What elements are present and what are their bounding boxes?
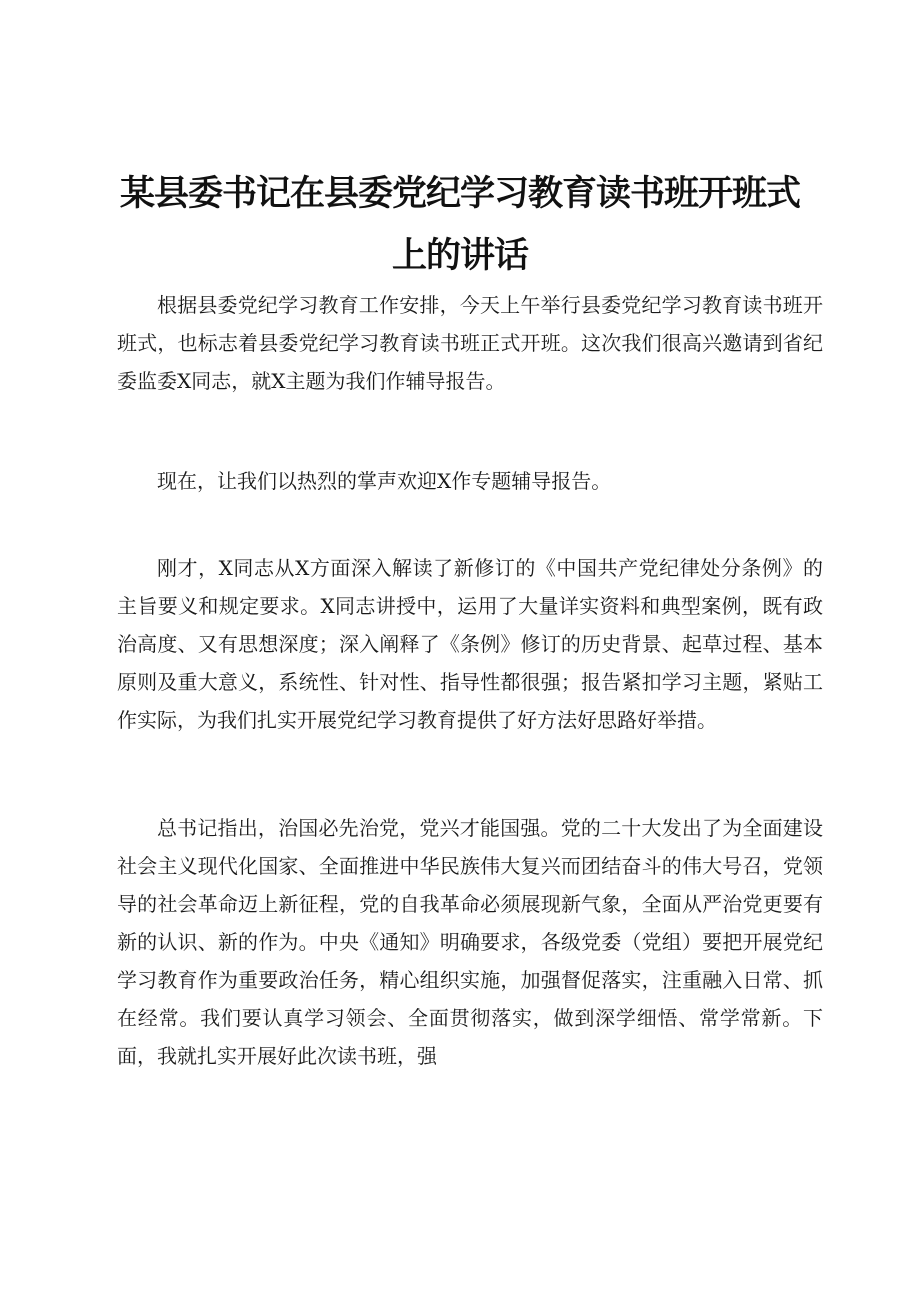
paragraph-opening: 根据县委党纪学习教育工作安排，今天上午举行县委党纪学习教育读书班开班式，也标志着县委党纪学习教育读书班正式开班。这次我们很高兴邀请到省纪委监委X同志，就X主题为我们作辅导报告。	[117, 293, 823, 393]
document-title-line-1: 某县委书记在县委党纪学习教育读书班开班式	[119, 174, 800, 214]
paragraph-summary: 刚才，X同志从X方面深入解读了新修订的《中国共产党纪律处分条例》的主旨要义和规定要求。X同志讲授中，运用了大量详实资料和典型案例，既有政治高度、又有思想深度；深入阐释了《条例》修订的历史背景、起草过程、基本原则及重大意义，系统性、针对性、指导性都很强；报告紧扣学习主题，紧贴工作实际，为我们扎实开展党纪学习教育提供了好方法好思路好举措。	[117, 556, 823, 732]
paragraph-instructions: 总书记指出，治国必先治党，党兴才能国强。党的二十大发出了为全面建设社会主义现代化国家、全面推进中华民族伟大复兴而团结奋斗的伟大号召，党领导的社会革命迈上新征程，党的自我革命必须展现新气象，全面从严治党更要有新的认识、新的作为。中央《通知》明确要求，各级党委（党组）要把开展党纪学习教育作为重要政治任务，精心组织实施，加强督促落实，注重融入日常、抓在经常。我们要认真学习领会、全面贯彻落实，做到深学细悟、常学常新。下面，我就扎实开展好此次读书班，强	[117, 816, 823, 1068]
paragraph-welcome: 现在，让我们以热烈的掌声欢迎X作专题辅导报告。	[157, 469, 612, 493]
document-title-line-2: 上的讲话	[391, 236, 528, 276]
